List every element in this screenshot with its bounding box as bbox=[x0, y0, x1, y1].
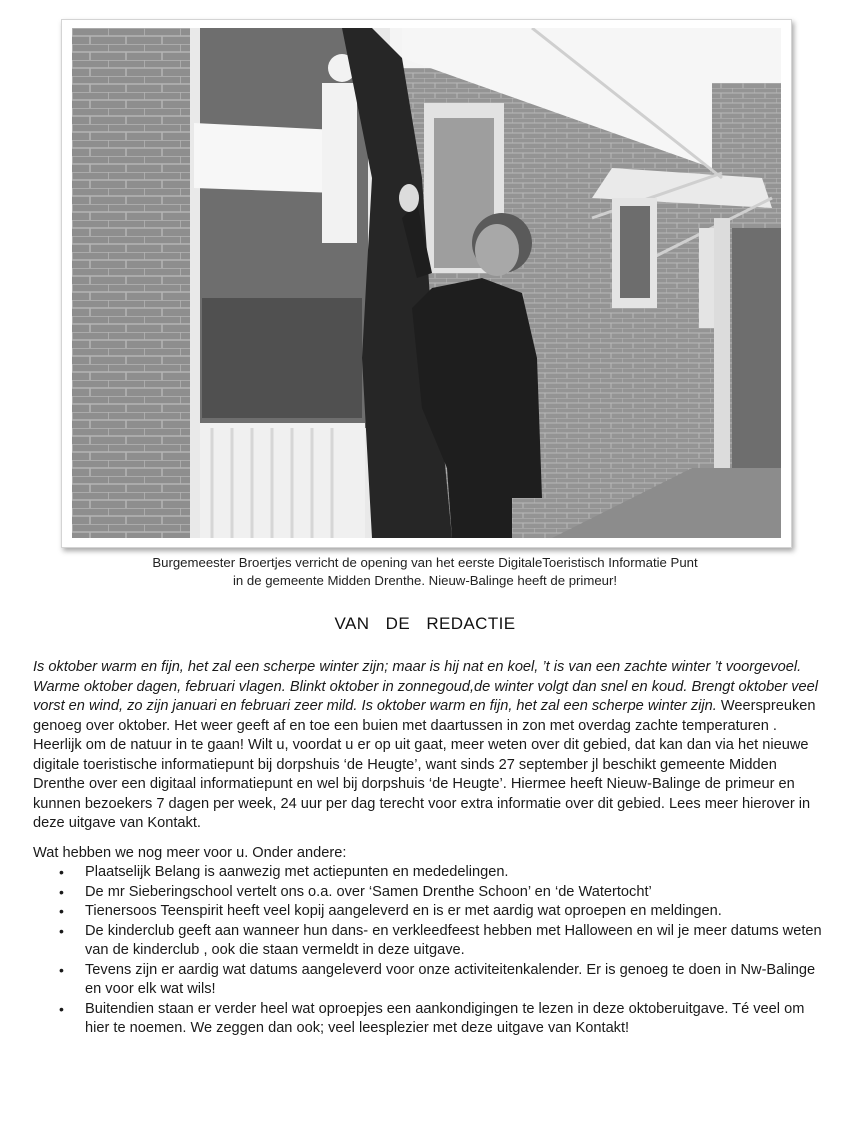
bullet-icon: • bbox=[59, 961, 64, 978]
bullet-icon: • bbox=[59, 864, 64, 880]
contents-list bbox=[33, 863, 823, 1039]
bullet-icon: • bbox=[59, 903, 64, 919]
info-i-icon bbox=[322, 83, 357, 243]
opening-photo bbox=[72, 28, 781, 538]
person-hand bbox=[399, 184, 419, 212]
brick-wall bbox=[72, 28, 197, 538]
list-item-text: Tevens zijn er aardig wat datums aangeleverd voor onze activiteitenkalender. Er is genoeg te doen in Nw-Balinge en voor elk wat wils! bbox=[85, 961, 816, 997]
list-item bbox=[33, 902, 823, 922]
list-item bbox=[33, 1000, 823, 1039]
list-item-text: De kinderclub geeft aan wanneer hun dans- en verkleedfeest hebben met Halloween en wil je meer datums weten van de kinderclub , ook die staan vermeldt in deze uitgave. bbox=[85, 922, 822, 958]
list-item bbox=[33, 961, 823, 1000]
screen bbox=[202, 298, 362, 418]
list-item bbox=[33, 883, 823, 903]
door bbox=[732, 228, 781, 468]
list-item bbox=[33, 863, 823, 883]
article-paragraph bbox=[33, 658, 823, 834]
photo-caption bbox=[0, 554, 850, 590]
list-intro: Wat hebben we nog meer voor u. Onder andere: bbox=[33, 844, 347, 861]
list-item-text: Plaatselijk Belang is aanwezig met actiepunten en mededelingen. bbox=[85, 864, 509, 880]
caption-line: Burgemeester Broertjes verricht de opening van het eerste DigitaleToeristisch Informatie Punt bbox=[152, 555, 698, 570]
window-curtain bbox=[200, 423, 365, 538]
list-item-text: Buitendien staan er verder heel wat oproepjes een aankondigingen te lezen in deze oktoberuitgave. Té veel om hier te noemen. We zeggen dan ook; veel leesplezier met deze uitgave van Kontakt! bbox=[85, 1000, 805, 1036]
photo-frame bbox=[61, 19, 792, 548]
caption-line: in de gemeente Midden Drenthe. Nieuw-Balinge heeft de primeur! bbox=[232, 573, 618, 588]
bullet-icon: • bbox=[59, 883, 64, 900]
sign bbox=[194, 123, 337, 193]
article-body bbox=[33, 658, 823, 1039]
list-item-text: De mr Sieberingschool vertelt ons o.a. over ‘Samen Drenthe Schoon’ en ‘de Watertocht’ bbox=[85, 883, 652, 900]
bullet-icon: • bbox=[59, 1000, 64, 1017]
section-heading: VAN DE REDACTIE bbox=[334, 614, 516, 633]
photo-illustration bbox=[72, 28, 781, 538]
weather-verses: Is oktober warm en fijn, het zal een scherpe winter zijn; maar is hij nat en koel, ’t is van een zachte winter ’t voorgevoel. Warme oktober dagen, februari vlagen. Blinkt oktober in zonnegoud,de winter volgt dan snel en koud. Brengt oktober veel vorst en wind, zo zijn januari en februari zeer mild. Is oktober warm en fijn, het zal een scherpe winter zijn. bbox=[33, 659, 819, 714]
list-item-text: Tienersoos Teenspirit heeft veel kopij aangeleverd en is er met aardig wat oproepen en meldingen. bbox=[85, 903, 722, 919]
paragraph-text: Weerspreuken genoeg over oktober. Het weer geeft af en toe een buien met daartussen in zon met overdag zachte temperaturen . Heerlijk om de natuur in te gaan! Wilt u, voordat u er op uit gaat, meer weten over dit gebied, dat kan dan via het nieuwe digitale toeristische informatiepunt bij dorpshuis ‘de Heugte’, want sinds 27 september jl beschikt gemeente Midden Drenthe over een digitaal informatiepunt en wel bij dorpshuis ‘de Heugte’. Hiermee heeft Nieuw-Balinge de primeur en kunnen bezoekers 7 dagen per week, 24 uur per dag terecht voor extra informatie over dit gebied. Lees meer hierover in deze uitgave van Kontakt. bbox=[33, 698, 816, 831]
bullet-icon: • bbox=[59, 922, 64, 939]
list-item bbox=[33, 922, 823, 961]
